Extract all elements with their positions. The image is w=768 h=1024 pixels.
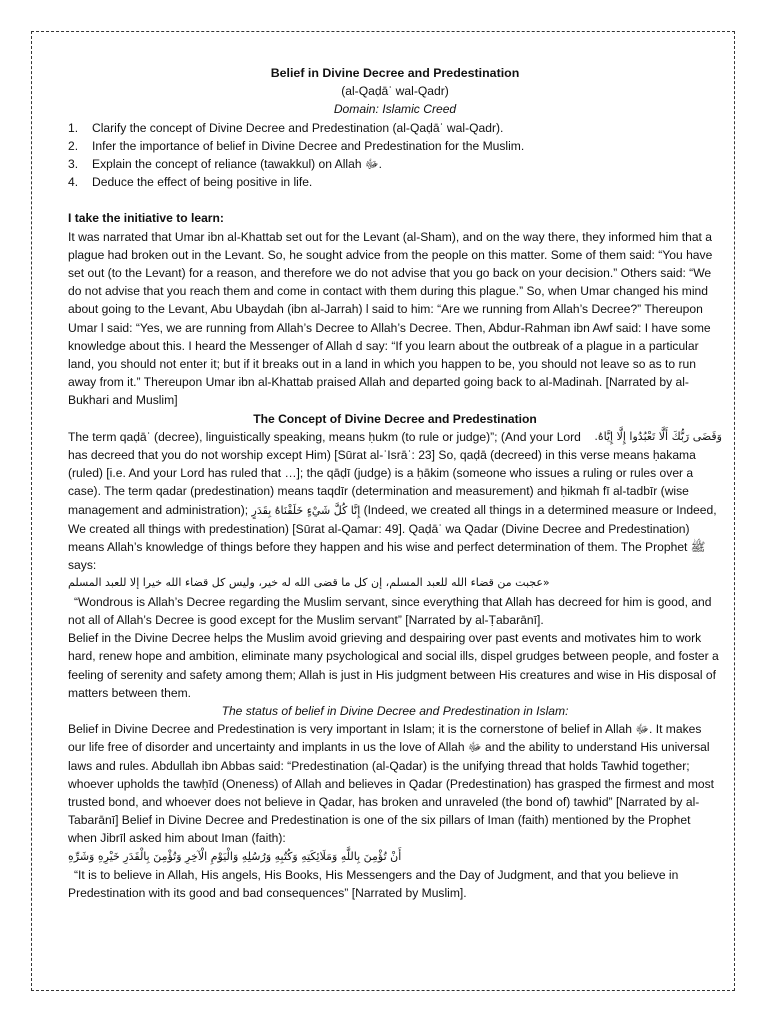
page-title: Belief in Divine Decree and Predestination [270,66,520,80]
verse-arabic-2: إِنَّا كُلَّ شَيْءٍ خَلَقْنَاهُ بِقَدَرٍ [251,503,361,517]
list-item: 4. Deduce the effect of being positive in life. [68,175,313,190]
domain-label: Domain: Islamic Creed [333,102,457,117]
hadith-arabic-1: «عجبت من قضاء الله للعبد المسلم، إن كل ما قضى الله له خير، وليس كل قضاء الله خيرا إلا للعبد المسلم [68,576,550,590]
status-paragraph: Belief in Divine Decree and Predestination is very important in Islam; it is the cornerstone of belief in Allah ﷻ. It makes our life free of disorder and uncertainty and implants in us the love of Allah ﷻ and the ability to understand His universal laws and rules. Abdullah ibn Abbas said: “Predestination (al-Qadar) is the unifying thread that holds Tawhid together; whoever upholds the tawḥīd (Oneness) of Allah and believes in Qadar (Predestination) has grasped the firmest and most trusted bond, and whoever does not believe in Qadar, has broken and unraveled (the bond of) tawhid” [Narrated by al-Tabarānī] Belief in Divine Decree and Predestination is one of the six pillars of Iman (faith) mentioned by the Prophet when Jibrīl asked him about Iman (faith): [68,722,715,846]
objectives-list [68,119,722,192]
list-item: 3. Explain the concept of reliance (tawakkul) on Allah ﷻ. [68,157,382,172]
hadith-english-2: “It is to believe in Allah, His angels, His Books, His Messengers and the Day of Judgment, and that you believe in Predestination with its good and bad consequences” [Narrated by Muslim]. [68,867,679,900]
concept-paragraph-2: Belief in the Divine Decree helps the Muslim avoid grieving and despairing over past events and motivates him to work hard, renew hope and ambition, eliminate many psychological and social ills, dispel grudges between people, and foster a feeling of serenity and safety among them; Allah is just in His judgment between His creatures and wise in His disposal of matters between them. [68,631,719,700]
list-item: 1. Clarify the concept of Divine Decree and Predestination (al-Qaḍāʾ wal-Qadr). [68,120,504,135]
initiative-paragraph: It was narrated that Umar ibn al-Khattab set out for the Levant (al-Sham), and on the way there, they informed him that a plague had broken out in the Levant. So, he sought advice from the people on this matter. Some of them said: “You have set out (to the Levant) for a reason, and therefore we do not advise that you go back on your decision.” Others said: “We do not advise that you reach them and come in contact with them during this plague.” So, when Umar changed his mind about going to the Levant, Abu Ubaydah (ibn al-Jarrah) l said to him: “Are we running from Allah’s Decree?” Thereupon Umar l said: “Yes, we are running from Allah’s Decree to Allah’s Decree. Then, Abdur-Rahman ibn Awf said: I have some knowledge about this. I heard the Messenger of Allah d say: “If you learn about the outbreak of a plague in a particular land, you should not enter it; but if it breaks out in a land in which you happen to be, you should not leave so as to run away from it.” Thereupon Umar ibn al-Khattab praised Allah and departed going back to al-Madinah. [Narrated by al-Bukhari and Muslim] [68,229,713,408]
concept-paragraph-1: The term qaḍāʾ (decree), linguistically speaking, means ḥukm (to rule or judge)”; وَقَضَى رَبُّكَ أَلَّا تَعْبُدُوا إِلَّا إِيَّاهُ. (And your Lord has decreed that you do not worship except Him) [Sūrat al-ʾIsrāʾ: 23] So, qaḍā (decreed) in this verse means ḥakama (ruled) [i.e. And your Lord has ruled that …]; the qāḍī (judge) is a ḥākim (someone who issues a ruling or rules over a case). The term qadar (predestination) means taqdīr (determination and measurement) and ḥikmah fī al-tadbīr (wise management and administration); إِنَّا كُلَّ شَيْءٍ خَلَقْنَاهُ بِقَدَرٍ (Indeed, we created all things in a determined measure or Indeed, We created all things with predestination) [Sūrat al-Qamar: 49]. Qaḍāʾ wa Qadar (Divine Decree and Predestination) means Allah’s knowledge of things before they happen and his wise and perfect determination of them. The Prophet ﷺ says: [68,429,722,573]
hadith-english-1: “Wondrous is Allah’s Decree regarding the Muslim servant, since everything that Allah has decreed for him is good, and not all of Allah’s Decree is good except for the Muslim servant” [Narrated by al-Ṭabarānī]. [68,594,712,627]
document-body [68,64,722,902]
concept-heading: The Concept of Divine Decree and Predestination [253,411,537,426]
initiative-heading: I take the initiative to learn: [68,211,224,226]
verse-arabic-1: وَقَضَى رَبُّكَ أَلَّا تَعْبُدُوا إِلَّا إِيَّاهُ. [594,429,722,443]
list-item: 2. Infer the importance of belief in Divine Decree and Predestination for the Muslim. [68,138,525,153]
page-subtitle: (al-Qaḍāʾ wal-Qadr) [341,84,449,99]
status-heading: The status of belief in Divine Decree and Predestination in Islam: [221,703,569,718]
hadith-arabic-2: أَنْ تُؤْمِنَ بِاللَّهِ وَمَلَائِكَتِهِ وَكُتُبِهِ وَرُسُلِهِ وَالْيَوْمِ الْآخِرِ وَتُؤْمِنَ بِالْقَدَرِ خَيْرِهِ وَشَرِّهِ [68,849,402,863]
